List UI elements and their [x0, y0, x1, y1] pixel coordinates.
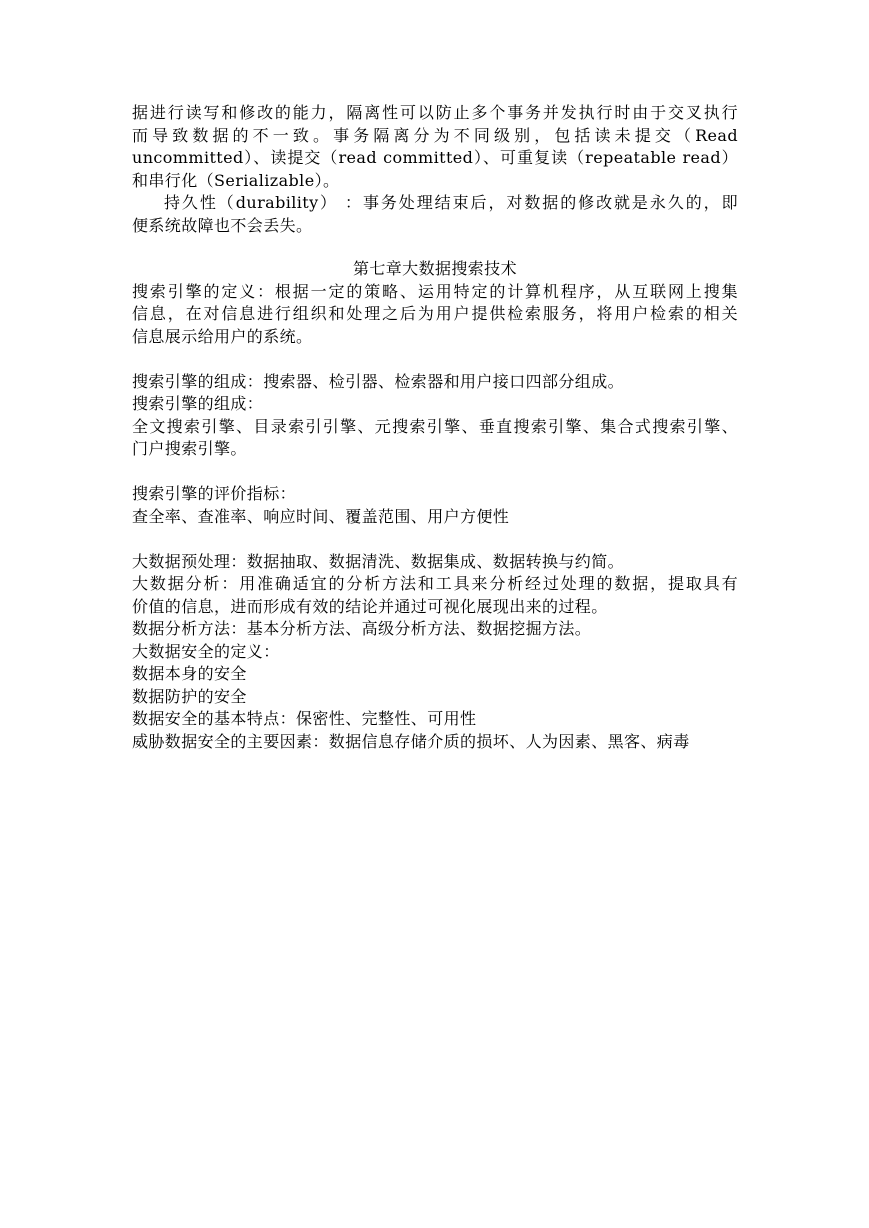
search-metrics-values: 查全率、查准率、响应时间、覆盖范围、用户方便性 [132, 506, 510, 526]
analysis-methods: 数据分析方法：基本分析方法、高级分析方法、数据挖掘方法。 [132, 619, 592, 638]
intro-line-3: uncommitted）、读提交（read committed）、可重复读（repeatable read） [132, 148, 738, 167]
blank-line [132, 528, 738, 551]
security-definition-label: 大数据安全的定义： [132, 641, 280, 661]
search-definition-line-3: 信息展示给用户的系统。 [132, 326, 313, 346]
durability-line-1: 持久性（durability） ：事务处理结束后，对数据的修改就是永久的，即 [164, 193, 738, 212]
intro-line-2: 而导致数据的不一致。事务隔离分为不同级别，包括读未提交（Read [132, 125, 738, 145]
security-item-2: 数据防护的安全 [132, 686, 247, 706]
search-metrics-label: 搜索引擎的评价指标： [132, 484, 297, 503]
security-features: 数据安全的基本特点：保密性、完整性、可用性 [132, 709, 477, 728]
durability-line-2: 便系统故障也不会丢失。 [132, 215, 313, 235]
search-definition-line-1: 搜索引擎的定义：根据一定的策略、运用特定的计算机程序，从互联网上搜集 [132, 281, 738, 301]
chapter-title: 第七章大数据搜索技术 [352, 259, 517, 278]
bigdata-analysis-line-1: 大数据分析：用准确适宜的分析方法和工具来分析经过处理的数据，提取具有 [132, 574, 738, 593]
bigdata-analysis-line-2: 价值的信息，进而形成有效的结论并通过可视化展现出来的过程。 [132, 596, 608, 616]
bigdata-preprocessing: 大数据预处理：数据抽取、数据清洗、数据集成、数据转换与约简。 [132, 551, 625, 571]
security-item-1: 数据本身的安全 [132, 664, 247, 683]
search-composition: 搜索引擎的组成：搜索器、检引器、检索器和用户接口四部分组成。 [132, 371, 625, 391]
search-types-line-2: 门户搜索引擎。 [132, 439, 247, 458]
search-definition-line-2: 信息，在对信息进行组织和处理之后为用户提供检索服务，将用户检索的相关 [132, 304, 738, 323]
search-types-line-1: 全文搜索引擎、目录索引引擎、元搜索引擎、垂直搜索引擎、集合式搜索引擎、 [132, 416, 738, 436]
document-body [132, 102, 738, 753]
blank-line [132, 348, 738, 371]
intro-line-1: 据进行读写和修改的能力，隔离性可以防止多个事务并发执行时由于交叉执行 [132, 103, 738, 122]
security-threats: 威胁数据安全的主要因素：数据信息存储介质的损坏、人为因素、黑客、病毒 [132, 731, 690, 751]
intro-line-4: 和串行化（Serializable）。 [132, 170, 340, 190]
search-types-label: 搜索引擎的组成： [132, 394, 264, 413]
blank-line [132, 461, 738, 484]
